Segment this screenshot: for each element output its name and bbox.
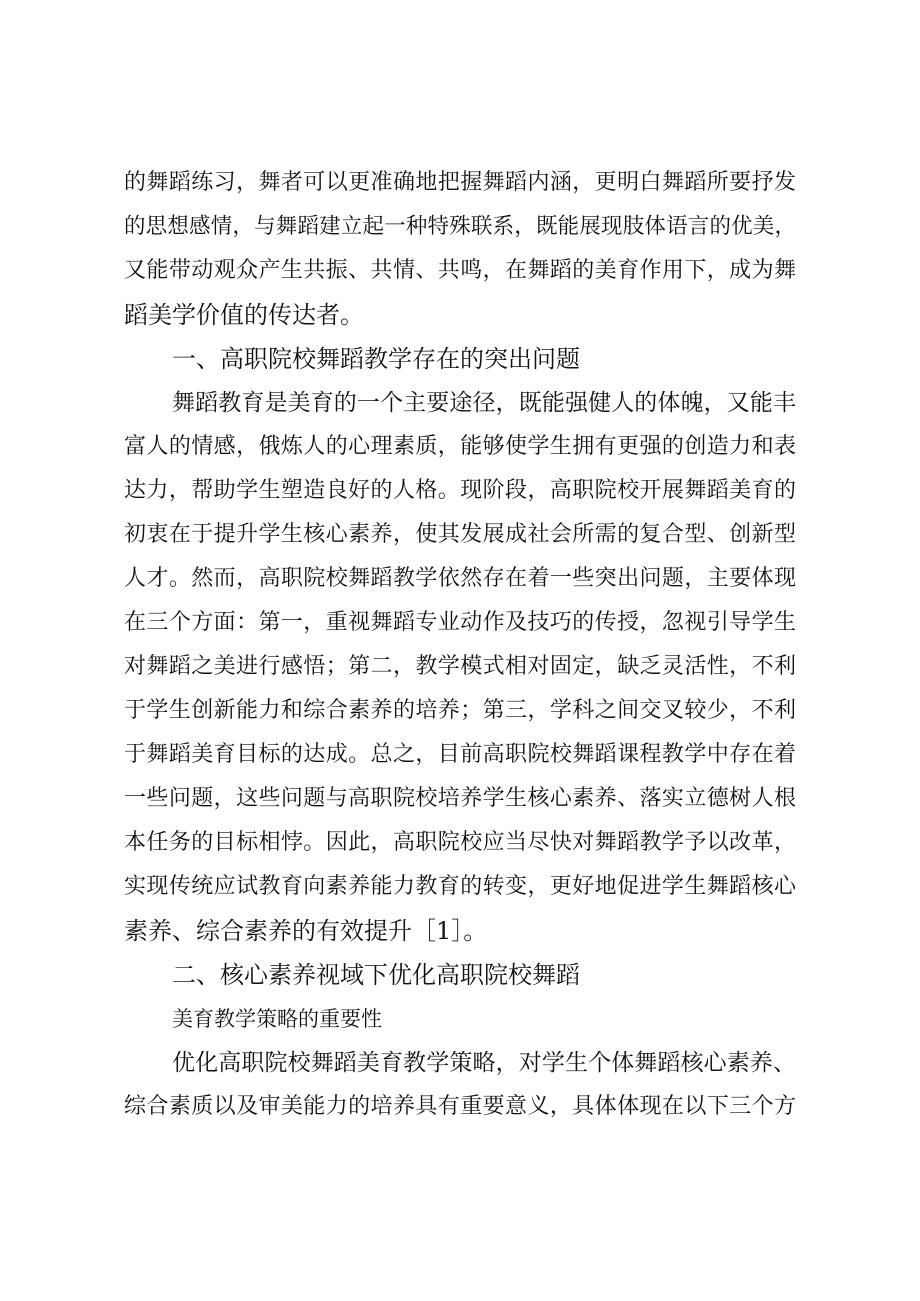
paragraph-line: 在三个方面：第一，重视舞蹈专业动作及技巧的传授，忽视引导学生 (124, 610, 796, 635)
paragraph-line: 实现传统应试教育向素养能力教育的转变，更好地促进学生舞蹈核心 (124, 874, 796, 899)
paragraph-line: 对舞蹈之美进行感悟；第二，教学模式相对固定，缺乏灵活性，不利 (124, 654, 796, 679)
paragraph-line: 蹈美学价值的传达者。 (124, 301, 364, 329)
paragraph-line: 舞蹈教育是美育的一个主要途径，既能强健人的体魄，又能丰 (172, 390, 796, 416)
paragraph-line: 的思想感情，与舞蹈建立起一种特殊联系，既能展现肢体语言的优美， (124, 214, 796, 239)
paragraph-line: 达力，帮助学生塑造良好的人格。现阶段，高职院校开展舞蹈美育的 (124, 478, 796, 503)
paragraph-line: 于学生创新能力和综合素养的培养；第三，学科之间交叉较少，不利 (124, 698, 796, 723)
section-heading-2: 二、核心素养视域下优化高职院校舞蹈 (172, 961, 580, 989)
paragraph-line: 综合素质以及审美能力的培养具有重要意义，具体体现在以下三个方 (124, 1094, 796, 1119)
section-heading-2-continuation: 美育教学策略的重要性 (172, 1007, 382, 1031)
paragraph-line: 初衷在于提升学生核心素养，使其发展成社会所需的复合型、创新型 (124, 522, 796, 547)
section-heading-1: 一、高职院校舞蹈教学存在的突出问题 (172, 345, 580, 373)
paragraph-line: 的舞蹈练习，舞者可以更准确地把握舞蹈内涵，更明白舞蹈所要抒发 (124, 170, 796, 195)
paragraph-line: 富人的情感，俄炼人的心理素质，能够使学生拥有更强的创造力和表 (124, 434, 796, 459)
paragraph-line: 一些问题，这些问题与高职院校培养学生核心素养、落实立德树人根 (124, 786, 796, 811)
paragraph-line: 于舞蹈美育目标的达成。总之，目前高职院校舞蹈课程教学中存在着 (124, 742, 796, 767)
paragraph-line: 素养、综合素养的有效提升［1］。 (124, 917, 488, 945)
paragraph-line: 本任务的目标相悖。因此，高职院校应当尽快对舞蹈教学予以改革， (124, 830, 796, 855)
paragraph-line: 优化高职院校舞蹈美育教学策略，对学生个体舞蹈核心素养、 (172, 1050, 796, 1076)
paragraph-line: 人才。然而，高职院校舞蹈教学依然存在着一些突出问题，主要体现 (124, 566, 796, 591)
paragraph-line: 又能带动观众产生共振、共情、共鸣，在舞蹈的美育作用下，成为舞 (124, 258, 796, 283)
